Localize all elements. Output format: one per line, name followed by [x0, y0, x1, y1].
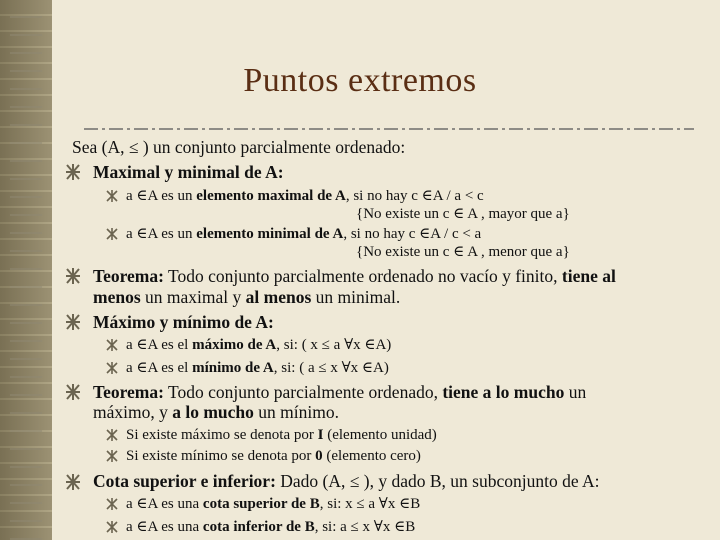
sub-bullet-icon	[105, 227, 119, 241]
sub-bullet-icon	[105, 520, 119, 534]
theorem-finite-order: Teorema: Todo conjunto parcialmente ordenado no vacío y finito, tiene al	[93, 266, 616, 286]
bullet-icon	[64, 313, 82, 331]
section-maximo-minimo-heading: Máximo y mínimo de A:	[93, 312, 274, 332]
bullet-icon	[64, 473, 82, 491]
theorem-finite-order-continuation: menos un maximal y al menos un minimal.	[93, 287, 401, 307]
maximo-definition: a ∈A es el máximo de A, si: ( x ≤ a ∀x ∈A)	[126, 337, 392, 353]
sub-bullet-icon	[105, 449, 119, 463]
sub-bullet-icon	[105, 428, 119, 442]
sub-bullet-icon	[105, 338, 119, 352]
minimo-definition: a ∈A es el mínimo de A, si: ( a ≤ x ∀x ∈A)	[126, 360, 389, 376]
sub-bullet-icon	[105, 497, 119, 511]
bullet-icon	[64, 383, 82, 401]
theorem-at-most-continuation: máximo, y a lo mucho un mínimo.	[93, 402, 339, 422]
maximal-definition: a ∈A es un elemento maximal de A, si no hay c ∈A / a < c	[126, 188, 484, 204]
section-maximal-minimal-heading: Maximal y minimal de A:	[93, 162, 284, 182]
decorative-divider	[84, 126, 694, 132]
slide-title: Puntos extremos	[243, 62, 477, 99]
maximal-definition-continuation: {No existe un c ∈ A , mayor que a}	[356, 206, 570, 222]
theorem-at-most: Teorema: Todo conjunto parcialmente ordenado, tiene a lo mucho un	[93, 382, 587, 402]
sub-bullet-icon	[105, 361, 119, 375]
intro-text: Sea (A, ≤ ) un conjunto parcialmente ordenado:	[72, 137, 406, 157]
bullet-icon	[64, 163, 82, 181]
maximo-notation: Si existe máximo se denota por I (elemento unidad)	[126, 427, 437, 443]
minimal-definition: a ∈A es un elemento minimal de A, si no hay c ∈A / c < a	[126, 226, 482, 242]
section-cotas-heading: Cota superior e inferior: Dado (A, ≤ ), y dado B, un subconjunto de A:	[93, 471, 600, 491]
minimo-notation: Si existe mínimo se denota por 0 (elemento cero)	[126, 448, 421, 464]
cota-superior-definition: a ∈A es una cota superior de B, si: x ≤ a ∀x ∈B	[126, 496, 421, 512]
bullet-icon	[64, 267, 82, 285]
cota-inferior-definition: a ∈A es una cota inferior de B, si: a ≤ x ∀x ∈B	[126, 519, 416, 535]
sub-bullet-icon	[105, 189, 119, 203]
minimal-definition-continuation: {No existe un c ∈ A , menor que a}	[356, 244, 570, 260]
